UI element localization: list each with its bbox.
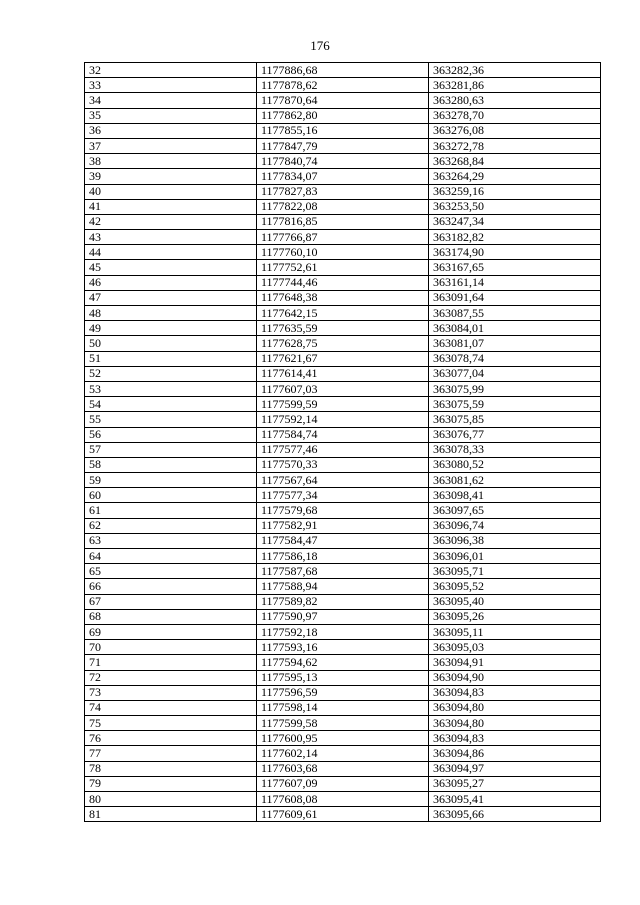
point-number-cell: 79	[85, 776, 257, 791]
y-coordinate-cell: 363077,04	[429, 366, 601, 381]
x-coordinate-cell: 1177598,14	[257, 700, 429, 715]
point-number-cell: 66	[85, 579, 257, 594]
table-row	[85, 412, 601, 427]
y-coordinate-cell: 363281,86	[429, 78, 601, 93]
x-coordinate-cell: 1177752,61	[257, 260, 429, 275]
y-coordinate-cell: 363174,90	[429, 245, 601, 260]
table-row	[85, 564, 601, 579]
x-coordinate-cell: 1177827,83	[257, 184, 429, 199]
y-coordinate-cell: 363096,38	[429, 533, 601, 548]
point-number-cell: 77	[85, 746, 257, 761]
table-row	[85, 609, 601, 624]
y-coordinate-cell: 363095,66	[429, 807, 601, 822]
x-coordinate-cell: 1177596,59	[257, 685, 429, 700]
table-row	[85, 579, 601, 594]
x-coordinate-cell: 1177870,64	[257, 93, 429, 108]
y-coordinate-cell: 363268,84	[429, 154, 601, 169]
point-number-cell: 47	[85, 290, 257, 305]
table-row	[85, 594, 601, 609]
y-coordinate-cell: 363081,07	[429, 336, 601, 351]
x-coordinate-cell: 1177584,47	[257, 533, 429, 548]
x-coordinate-cell: 1177642,15	[257, 306, 429, 321]
point-number-cell: 41	[85, 199, 257, 214]
y-coordinate-cell: 363167,65	[429, 260, 601, 275]
y-coordinate-cell: 363094,90	[429, 670, 601, 685]
x-coordinate-cell: 1177577,34	[257, 488, 429, 503]
y-coordinate-cell: 363095,27	[429, 776, 601, 791]
y-coordinate-cell: 363276,08	[429, 123, 601, 138]
point-number-cell: 49	[85, 321, 257, 336]
point-number-cell: 67	[85, 594, 257, 609]
x-coordinate-cell: 1177607,09	[257, 776, 429, 791]
x-coordinate-cell: 1177744,46	[257, 275, 429, 290]
table-row	[85, 351, 601, 366]
y-coordinate-cell: 363253,50	[429, 199, 601, 214]
point-number-cell: 59	[85, 473, 257, 488]
y-coordinate-cell: 363080,52	[429, 457, 601, 472]
table-row	[85, 123, 601, 138]
table-row	[85, 169, 601, 184]
x-coordinate-cell: 1177586,18	[257, 549, 429, 564]
table-row	[85, 230, 601, 245]
point-number-cell: 39	[85, 169, 257, 184]
table-row	[85, 792, 601, 807]
point-number-cell: 32	[85, 63, 257, 78]
table-row	[85, 275, 601, 290]
point-number-cell: 81	[85, 807, 257, 822]
point-number-cell: 80	[85, 792, 257, 807]
y-coordinate-cell: 363095,11	[429, 624, 601, 639]
x-coordinate-cell: 1177603,68	[257, 761, 429, 776]
y-coordinate-cell: 363094,83	[429, 685, 601, 700]
x-coordinate-cell: 1177886,68	[257, 63, 429, 78]
table-row	[85, 640, 601, 655]
point-number-cell: 37	[85, 138, 257, 153]
point-number-cell: 60	[85, 488, 257, 503]
page-number: 176	[310, 38, 330, 53]
x-coordinate-cell: 1177862,80	[257, 108, 429, 123]
y-coordinate-cell: 363259,16	[429, 184, 601, 199]
point-number-cell: 36	[85, 123, 257, 138]
table-row	[85, 108, 601, 123]
y-coordinate-cell: 363094,97	[429, 761, 601, 776]
x-coordinate-cell: 1177590,97	[257, 609, 429, 624]
y-coordinate-cell: 363075,85	[429, 412, 601, 427]
table-row	[85, 184, 601, 199]
table-row	[85, 776, 601, 791]
y-coordinate-cell: 363091,64	[429, 290, 601, 305]
coordinates-table	[84, 62, 601, 822]
table-row	[85, 761, 601, 776]
y-coordinate-cell: 363096,01	[429, 549, 601, 564]
table-row	[85, 245, 601, 260]
point-number-cell: 63	[85, 533, 257, 548]
point-number-cell: 78	[85, 761, 257, 776]
y-coordinate-cell: 363272,78	[429, 138, 601, 153]
y-coordinate-cell: 363081,62	[429, 473, 601, 488]
table-row	[85, 503, 601, 518]
x-coordinate-cell: 1177855,16	[257, 123, 429, 138]
y-coordinate-cell: 363097,65	[429, 503, 601, 518]
y-coordinate-cell: 363095,03	[429, 640, 601, 655]
point-number-cell: 40	[85, 184, 257, 199]
point-number-cell: 69	[85, 624, 257, 639]
point-number-cell: 43	[85, 230, 257, 245]
point-number-cell: 57	[85, 442, 257, 457]
x-coordinate-cell: 1177760,10	[257, 245, 429, 260]
x-coordinate-cell: 1177588,94	[257, 579, 429, 594]
table-row	[85, 306, 601, 321]
y-coordinate-cell: 363161,14	[429, 275, 601, 290]
point-number-cell: 46	[85, 275, 257, 290]
x-coordinate-cell: 1177766,87	[257, 230, 429, 245]
y-coordinate-cell: 363095,41	[429, 792, 601, 807]
point-number-cell: 74	[85, 700, 257, 715]
x-coordinate-cell: 1177635,59	[257, 321, 429, 336]
x-coordinate-cell: 1177602,14	[257, 746, 429, 761]
point-number-cell: 61	[85, 503, 257, 518]
y-coordinate-cell: 363087,55	[429, 306, 601, 321]
table-row	[85, 199, 601, 214]
table-row	[85, 533, 601, 548]
y-coordinate-cell: 363182,82	[429, 230, 601, 245]
table-row	[85, 457, 601, 472]
y-coordinate-cell: 363264,29	[429, 169, 601, 184]
y-coordinate-cell: 363095,26	[429, 609, 601, 624]
table-row	[85, 473, 601, 488]
table-row	[85, 731, 601, 746]
y-coordinate-cell: 363094,80	[429, 716, 601, 731]
y-coordinate-cell: 363094,86	[429, 746, 601, 761]
point-number-cell: 50	[85, 336, 257, 351]
x-coordinate-cell: 1177878,62	[257, 78, 429, 93]
x-coordinate-cell: 1177816,85	[257, 214, 429, 229]
table-row	[85, 290, 601, 305]
table-row	[85, 716, 601, 731]
table-row	[85, 518, 601, 533]
point-number-cell: 71	[85, 655, 257, 670]
x-coordinate-cell: 1177582,91	[257, 518, 429, 533]
x-coordinate-cell: 1177614,41	[257, 366, 429, 381]
y-coordinate-cell: 363098,41	[429, 488, 601, 503]
table-row	[85, 549, 601, 564]
y-coordinate-cell: 363282,36	[429, 63, 601, 78]
y-coordinate-cell: 363075,59	[429, 397, 601, 412]
table-row	[85, 336, 601, 351]
point-number-cell: 53	[85, 381, 257, 396]
x-coordinate-cell: 1177628,75	[257, 336, 429, 351]
table-row	[85, 685, 601, 700]
point-number-cell: 70	[85, 640, 257, 655]
x-coordinate-cell: 1177840,74	[257, 154, 429, 169]
x-coordinate-cell: 1177577,46	[257, 442, 429, 457]
table-row	[85, 78, 601, 93]
table-row	[85, 381, 601, 396]
table-row	[85, 366, 601, 381]
x-coordinate-cell: 1177589,82	[257, 594, 429, 609]
y-coordinate-cell: 363094,83	[429, 731, 601, 746]
y-coordinate-cell: 363095,71	[429, 564, 601, 579]
point-number-cell: 42	[85, 214, 257, 229]
point-number-cell: 52	[85, 366, 257, 381]
point-number-cell: 45	[85, 260, 257, 275]
point-number-cell: 54	[85, 397, 257, 412]
table-row	[85, 670, 601, 685]
y-coordinate-cell: 363078,74	[429, 351, 601, 366]
point-number-cell: 44	[85, 245, 257, 260]
x-coordinate-cell: 1177594,62	[257, 655, 429, 670]
x-coordinate-cell: 1177599,59	[257, 397, 429, 412]
point-number-cell: 38	[85, 154, 257, 169]
x-coordinate-cell: 1177607,03	[257, 381, 429, 396]
point-number-cell: 51	[85, 351, 257, 366]
table-row	[85, 427, 601, 442]
table-row	[85, 260, 601, 275]
table-row	[85, 63, 601, 78]
x-coordinate-cell: 1177600,95	[257, 731, 429, 746]
table-row	[85, 321, 601, 336]
table-row	[85, 700, 601, 715]
point-number-cell: 55	[85, 412, 257, 427]
x-coordinate-cell: 1177834,07	[257, 169, 429, 184]
y-coordinate-cell: 363095,52	[429, 579, 601, 594]
table-row	[85, 93, 601, 108]
x-coordinate-cell: 1177593,16	[257, 640, 429, 655]
point-number-cell: 56	[85, 427, 257, 442]
table-row	[85, 746, 601, 761]
point-number-cell: 75	[85, 716, 257, 731]
table-row	[85, 655, 601, 670]
y-coordinate-cell: 363278,70	[429, 108, 601, 123]
y-coordinate-cell: 363076,77	[429, 427, 601, 442]
table-row	[85, 214, 601, 229]
table-row	[85, 397, 601, 412]
x-coordinate-cell: 1177648,38	[257, 290, 429, 305]
x-coordinate-cell: 1177847,79	[257, 138, 429, 153]
coordinates-table-body	[85, 63, 601, 822]
point-number-cell: 35	[85, 108, 257, 123]
point-number-cell: 65	[85, 564, 257, 579]
point-number-cell: 62	[85, 518, 257, 533]
y-coordinate-cell: 363280,63	[429, 93, 601, 108]
point-number-cell: 33	[85, 78, 257, 93]
x-coordinate-cell: 1177599,58	[257, 716, 429, 731]
point-number-cell: 34	[85, 93, 257, 108]
x-coordinate-cell: 1177595,13	[257, 670, 429, 685]
y-coordinate-cell: 363078,33	[429, 442, 601, 457]
y-coordinate-cell: 363075,99	[429, 381, 601, 396]
x-coordinate-cell: 1177584,74	[257, 427, 429, 442]
point-number-cell: 73	[85, 685, 257, 700]
point-number-cell: 72	[85, 670, 257, 685]
y-coordinate-cell: 363084,01	[429, 321, 601, 336]
x-coordinate-cell: 1177608,08	[257, 792, 429, 807]
table-row	[85, 138, 601, 153]
point-number-cell: 76	[85, 731, 257, 746]
table-row	[85, 488, 601, 503]
x-coordinate-cell: 1177567,64	[257, 473, 429, 488]
x-coordinate-cell: 1177587,68	[257, 564, 429, 579]
x-coordinate-cell: 1177570,33	[257, 457, 429, 472]
y-coordinate-cell: 363095,40	[429, 594, 601, 609]
x-coordinate-cell: 1177609,61	[257, 807, 429, 822]
table-row	[85, 807, 601, 822]
point-number-cell: 64	[85, 549, 257, 564]
x-coordinate-cell: 1177592,18	[257, 624, 429, 639]
point-number-cell: 48	[85, 306, 257, 321]
y-coordinate-cell: 363094,80	[429, 700, 601, 715]
y-coordinate-cell: 363094,91	[429, 655, 601, 670]
point-number-cell: 68	[85, 609, 257, 624]
x-coordinate-cell: 1177621,67	[257, 351, 429, 366]
y-coordinate-cell: 363096,74	[429, 518, 601, 533]
point-number-cell: 58	[85, 457, 257, 472]
x-coordinate-cell: 1177822,08	[257, 199, 429, 214]
table-row	[85, 154, 601, 169]
y-coordinate-cell: 363247,34	[429, 214, 601, 229]
table-row	[85, 624, 601, 639]
x-coordinate-cell: 1177592,14	[257, 412, 429, 427]
x-coordinate-cell: 1177579,68	[257, 503, 429, 518]
table-row	[85, 442, 601, 457]
